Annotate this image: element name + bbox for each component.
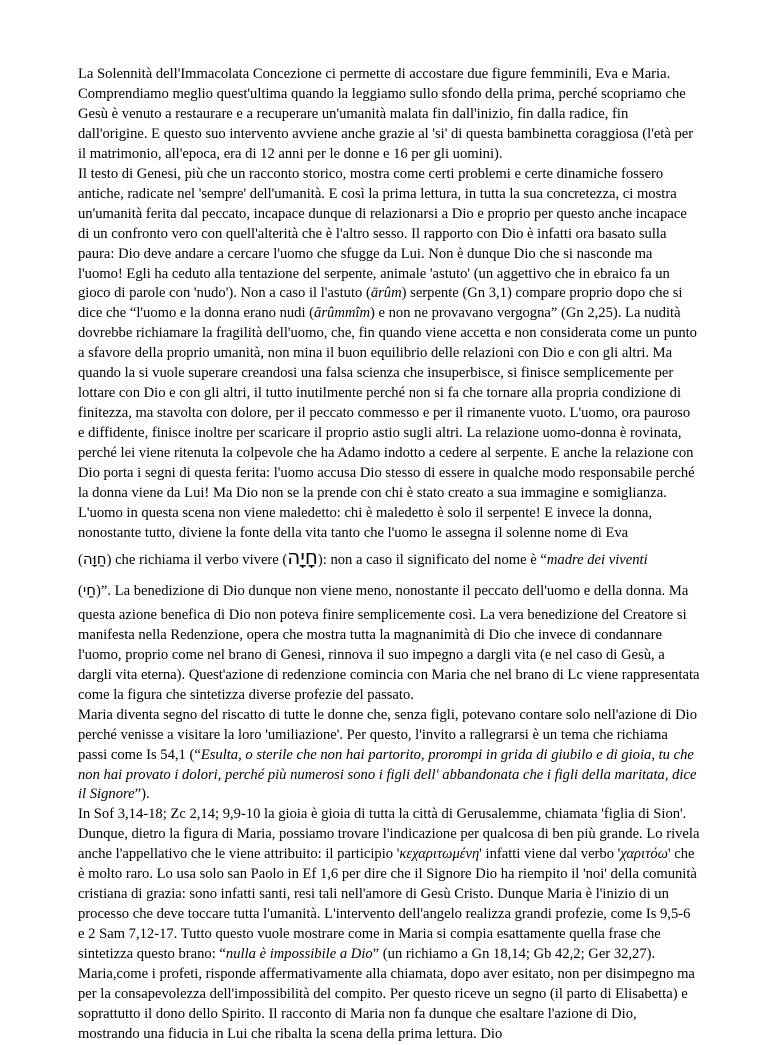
text-run: ( bbox=[78, 582, 83, 599]
paragraph-intro: La Solennità dell'Immacolata Concezione ci permette di accostare due figure femminili, Eva e Maria. Comprendiamo meglio quest'ultima quando la leggiamo sullo sfondo della prima, perché scopriamo che Gesù è venuto a restaurare e a recuperare un'umanità malata fin dall'inizio, fin dalla radice, fin dall'origine. E questo suo intervento avviene anche grazie al 'si' di questa bambinetta coraggiosa (l'età per il matrimonio, all'epoca, era di 12 anni per le donne e 16 per gli uomini). bbox=[78, 66, 694, 162]
paragraph-risposta: Maria,come i profeti, risponde affermativamente alla chiamata, dopo aver esitato, non per disimpegno ma per la consapevolezza dell'impossibilità del compito. Per questo riceve un segno (il parto di Elisabetta) e soprattutto il dono dello Spirito. Il racconto di Maria non fa dunque che esaltare l'azione di Dio, mostrando una fiducia in Lui che ribalta la scena della prima lettura. Dio bbox=[78, 966, 695, 1042]
hebrew-chai: חַי bbox=[82, 580, 97, 599]
hebrew-eva: חַוָּה bbox=[82, 549, 107, 568]
italic-quote-is54: Esulta, o sterile che non hai partorito, prorompi in grida di giubilo e di gioia, tu che non hai provato i dolori, perché più numerosi sono i figli dell' abbandonata che i figli della maritata, dice il Signore bbox=[78, 746, 697, 803]
translit-arum: ārûm bbox=[370, 285, 402, 302]
hebrew-vivere: חָיָה bbox=[287, 544, 318, 569]
text-run: ) serpente (Gn 3,1) compare proprio dopo che si dice che “l'uomo e la donna erano nudi ( bbox=[78, 285, 683, 322]
text-run: )”. La benedizione di Dio dunque non viene meno, nonostante il peccato dell'uomo e della donna. Ma questa azione benefica di Dio non poteva finire semplicemente così. La vera benedizione del Creatore si manifesta nella Redenzione, opera che mostra tutta la magnanimità di Dio che invece di condannare l'uomo, proprio come nel brano di Genesi, rinnova il suo impegno a dargli vita (e nel caso di Gesù, a dargli vita eterna). Quest'azione di redenzione comincia con Maria che nel brano di Lc viene rappresentata come la figura che sintetizza diverse profezie del passato. bbox=[78, 582, 700, 703]
italic-nulla-impossibile: nulla è impossibile a Dio bbox=[225, 946, 373, 963]
text-run: ” (un richiamo a Gn 18,14; Gb 42,2; Ger 32,27). bbox=[372, 946, 656, 963]
italic-madre-dei-viventi: madre dei viventi bbox=[546, 551, 648, 568]
paragraph-maria-segno bbox=[78, 706, 700, 806]
text-run: ( bbox=[78, 551, 83, 568]
text-run: ) e non ne provavano vergogna” (Gn 2,25). La nudità dovrebbe richiamare la fragilità dell'uomo, che, fin quando viene accetta e non considerata come un punto a sfavore della proprio umanità, non mina il buon equilibrio delle relazioni con Dio e con gli altri. Ma quando la si vuole superare creandosi una falsa scienza che insuperbisce, si finisce semplicemente per lottare con Dio e con gli altri, il tutto inutilmente perché non si fa che tornare alla propria condizione di finitezza, ma stavolta con dolore, per il peccato commesso e per il rimanente vuoto. L'uomo, ora pauroso e diffidente, finisce inoltre per scaricare il proprio astio sugli altri. La relazione uomo-donna è rovinata, perché lei viene ritenuta la colpevole che ha Adamo indotto a cedere al serpente. E anche la relazione con Dio porta i segni di questa ferita: l'uomo accusa Dio stesso di essere in qualche modo responsabile perché la donna viene da Lui! Ma Dio non se la prende con chi è stato creato a sua immagine e somiglianza. L'uomo in questa scena non viene maledetto: chi è maledetto è solo il serpente! E invece la donna, nonostante tutto, diviene la fonte della vita tanto che l'uomo le assegna il solenne nome di Eva bbox=[78, 305, 697, 541]
document-page bbox=[78, 65, 700, 1045]
text-run: Il testo di Genesi, più che un racconto storico, mostra come certi problemi e certe dinamiche fossero antiche, radicate nel 'sempre' dell'umanità. E così la prima lettura, in tutta la sua concretezza, ci mostra un'umanità ferita dal peccato, incapace dunque di relazionarsi a Dio e proprio per questo anche incapace di un confronto vero con quell'alterità che è l'altro sesso. Il rapporto con Dio è infatti ora basato sulla paura: Dio deve andare a cercare l'uomo che sfugge da Lui. Non è dunque Dio che si nasconde ma l'uomo! Egli ha ceduto alla tentazione del serpente, animale 'astuto' (un aggettivo che in ebraico fa un gioco di parole con 'nudo'). Non a caso il l'astuto ( bbox=[78, 165, 687, 302]
greek-kecharitomene: κεχαριτωμένη bbox=[399, 846, 480, 863]
paragraph-eva bbox=[78, 544, 700, 575]
text-run: In Sof 3,14-18; Zc 2,14; 9,9-10 la gioia è gioia di tutta la città di Gerusalemme, chiamata 'figlia di Sion'. Dunque, dietro la figura di Maria, possiamo trovare l'indicazione per qualcosa di ben più grande. Lo rivela anche l'appellativo che le viene attribuito: il participio ' bbox=[78, 806, 700, 863]
paragraph-genesi bbox=[78, 165, 700, 544]
text-run: Maria diventa segno del riscatto di tutte le donne che, senza figli, potevano contare solo nell'azione di Dio perché venisse a visitare la loro 'umiliazione'. Per questo, l'invito a rallegrarsi è un tema che richiama passi come Is 54,1 (“ bbox=[78, 706, 698, 763]
text-run: ' che è molto raro. Lo usa solo san Paolo in Ef 1,6 per dire che il Signore Dio ha riempito il 'noi' della comunità cristiana di grazia: sono infatti santi, resi tali nell'amore di Gesù Cristo. Dunque Maria è l'inizio di un processo che deve toccare tutta l'umanità. L'intervento dell'angelo realizza grandi profezie, come Is 9,5-6 e 2 Sam 7,12-17. Tutto questo vuole mostrare come in Maria si compia esattamente quella frase che sintetizza questo brano: “ bbox=[78, 846, 697, 963]
greek-charitoo: χαριτόω bbox=[620, 846, 668, 863]
paragraph-sion bbox=[78, 805, 700, 965]
paragraph-benedizione bbox=[78, 575, 700, 706]
text-run: ' infatti viene dal verbo ' bbox=[479, 846, 621, 863]
text-run: ): non a caso il significato del nome è “ bbox=[317, 551, 547, 568]
text-run: ”). bbox=[134, 786, 150, 803]
text-run: ) che richiama il verbo vivere ( bbox=[106, 551, 288, 568]
translit-arummim: ărûmmîm bbox=[314, 305, 370, 322]
